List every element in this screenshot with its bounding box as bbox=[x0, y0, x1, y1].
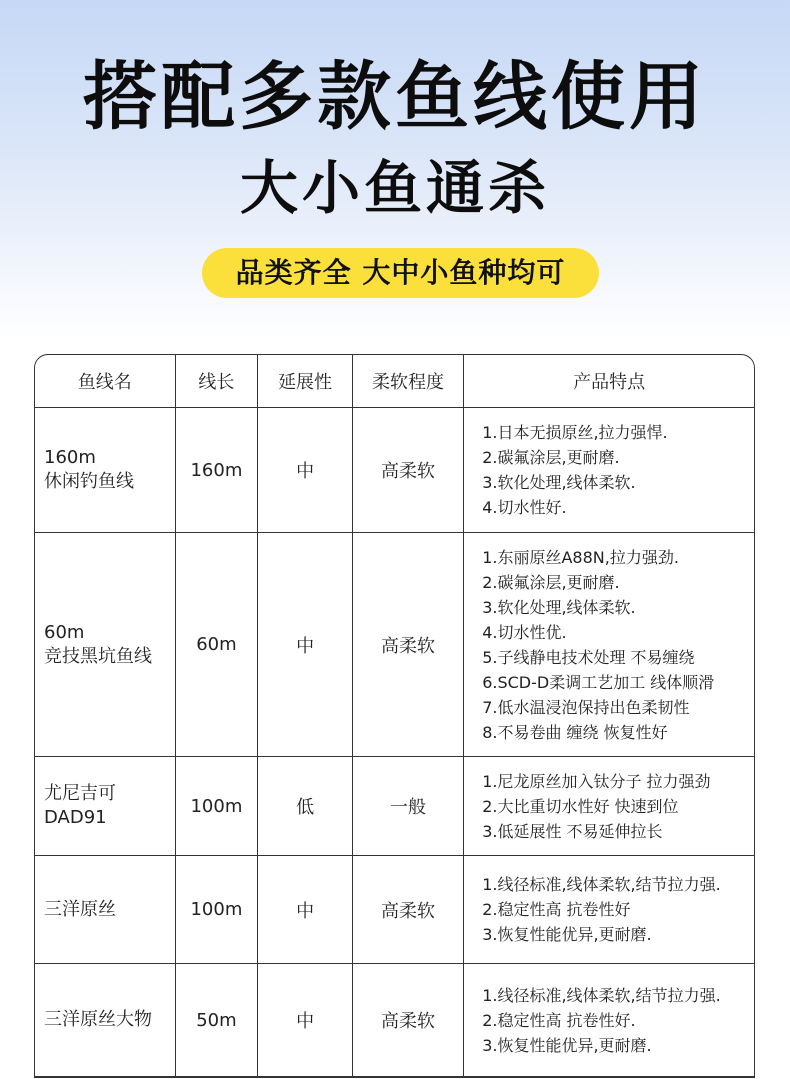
table-row bbox=[35, 856, 754, 964]
line-length-cell: 100m bbox=[176, 757, 259, 856]
ductility-cell: 中 bbox=[258, 408, 352, 533]
column-header-length: 线长 bbox=[176, 355, 259, 408]
line-name-part: 尤尼吉可 bbox=[44, 783, 116, 804]
line-name-cell bbox=[35, 533, 176, 757]
feature-item: 3.恢复性能优异,更耐磨. bbox=[482, 1035, 652, 1055]
feature-item: 4.切水性好. bbox=[482, 498, 567, 517]
column-header-softness: 柔软程度 bbox=[353, 355, 464, 408]
table-row bbox=[35, 757, 754, 856]
fishing-line-spec-table bbox=[34, 354, 755, 1078]
feature-item: 3.软化处理,线体柔软. bbox=[482, 597, 636, 617]
softness-cell: 高柔软 bbox=[353, 408, 464, 533]
softness-cell: 高柔软 bbox=[353, 533, 464, 757]
features-cell bbox=[464, 533, 754, 757]
feature-item: 2.碳氟涂层,更耐磨. bbox=[482, 572, 620, 592]
feature-item: 2.稳定性高 抗卷性好. bbox=[482, 1010, 636, 1030]
feature-item: 2.稳定性高 抗卷性好 bbox=[482, 900, 631, 919]
features-cell bbox=[464, 856, 754, 964]
line-name-cell bbox=[35, 856, 176, 964]
feature-item: 4.切水性优. bbox=[482, 622, 567, 642]
line-name-part: 竞技黑坑鱼线 bbox=[44, 645, 152, 667]
table-header-row bbox=[35, 355, 754, 408]
feature-item: 1.线径标准,线体柔软,结节拉力强. bbox=[482, 875, 721, 894]
ductility-cell: 中 bbox=[258, 856, 352, 964]
line-length-cell: 160m bbox=[176, 408, 259, 533]
line-name-cell bbox=[35, 408, 176, 533]
feature-item: 7.低水温浸泡保持出色柔韧性 bbox=[482, 697, 690, 717]
ductility-cell: 中 bbox=[258, 964, 352, 1077]
column-header-ductility: 延展性 bbox=[258, 355, 352, 408]
feature-item: 2.碳氟涂层,更耐磨. bbox=[482, 448, 620, 467]
softness-cell: 一般 bbox=[353, 757, 464, 856]
line-name-part: 160m bbox=[44, 447, 96, 468]
column-header-name: 鱼线名 bbox=[35, 355, 176, 408]
page-subtitle: 大小鱼通杀 bbox=[239, 154, 550, 222]
feature-item: 3.软化处理,线体柔软. bbox=[482, 473, 636, 492]
column-header-features: 产品特点 bbox=[464, 355, 754, 408]
line-length-cell: 60m bbox=[176, 533, 259, 757]
feature-item: 3.低延展性 不易延伸拉长 bbox=[482, 821, 663, 841]
line-length-cell: 50m bbox=[176, 964, 259, 1077]
line-name-part: 60m bbox=[44, 621, 85, 643]
line-name-part: 休闲钓鱼线 bbox=[44, 471, 134, 492]
table-row bbox=[35, 964, 754, 1077]
line-name-part: 三洋原丝大物 bbox=[44, 1009, 152, 1030]
table-row bbox=[35, 533, 754, 757]
feature-item: 5.子线静电技术处理 不易缠绕 bbox=[482, 647, 695, 667]
ductility-cell: 低 bbox=[258, 757, 352, 856]
feature-item: 1.日本无损原丝,拉力强悍. bbox=[482, 423, 668, 442]
ductility-cell: 中 bbox=[258, 533, 352, 757]
feature-item: 1.尼龙原丝加入钛分子 拉力强劲 bbox=[482, 771, 711, 791]
feature-item: 8.不易卷曲 缠绕 恢复性好 bbox=[482, 722, 668, 742]
softness-cell: 高柔软 bbox=[353, 856, 464, 964]
feature-item: 3.恢复性能优异,更耐磨. bbox=[482, 925, 652, 944]
softness-cell: 高柔软 bbox=[353, 964, 464, 1077]
line-name-part: DAD91 bbox=[44, 807, 107, 828]
table-row bbox=[35, 408, 754, 533]
feature-item: 1.线径标准,线体柔软,结节拉力强. bbox=[482, 985, 721, 1005]
line-name-part: 三洋原丝 bbox=[44, 898, 116, 920]
feature-item: 2.大比重切水性好 快速到位 bbox=[482, 796, 679, 816]
features-cell bbox=[464, 408, 754, 533]
feature-item: 6.SCD-D柔调工艺加工 线体顺滑 bbox=[482, 672, 715, 692]
category-badge: 品类齐全 大中小鱼种均可 bbox=[202, 248, 599, 298]
line-name-cell bbox=[35, 757, 176, 856]
features-cell bbox=[464, 757, 754, 856]
line-length-cell: 100m bbox=[176, 856, 259, 964]
feature-item: 1.东丽原丝A88N,拉力强劲. bbox=[482, 547, 679, 567]
line-name-cell bbox=[35, 964, 176, 1077]
features-cell bbox=[464, 964, 754, 1077]
page-title: 搭配多款鱼线使用 bbox=[83, 54, 707, 140]
